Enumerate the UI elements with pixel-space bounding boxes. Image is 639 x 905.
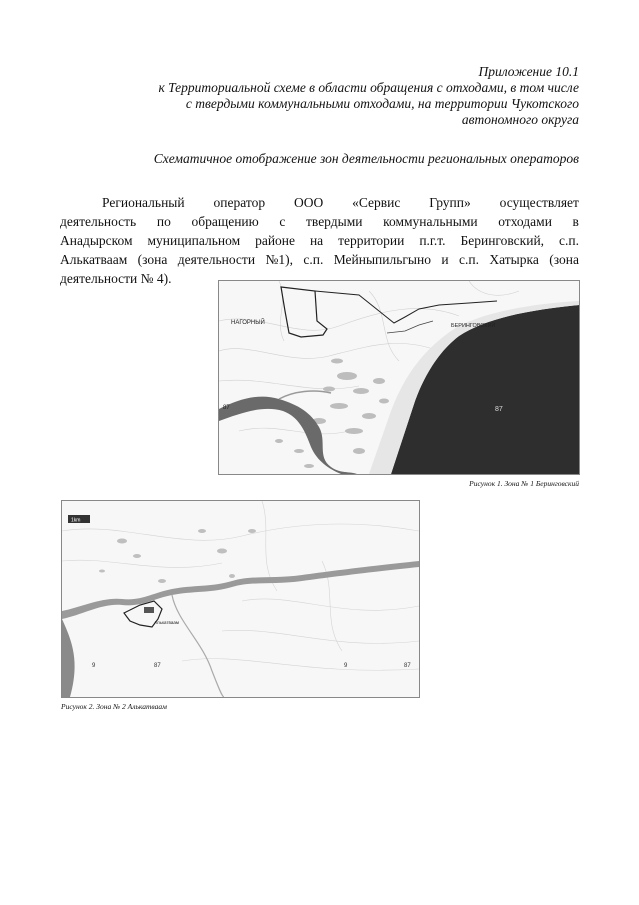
word: в: [572, 214, 579, 229]
word: Групп»: [429, 195, 471, 210]
word: и: [441, 252, 449, 267]
word: деятельность: [60, 214, 137, 229]
map-label-code-center: 87: [154, 663, 161, 669]
paragraph-line-3: [60, 231, 579, 250]
word: на: [309, 233, 324, 248]
map-label-village: Алькатваам: [154, 620, 179, 625]
map-beringovsky-canvas: [219, 281, 579, 474]
map-label-code-left: 9: [92, 663, 96, 669]
appendix-title-line-1: к Территориальной схеме в области обращения с отходами, в том числе: [158, 80, 579, 95]
map-label-beringovsky: БЕРИНГОВСКИЙ: [451, 323, 496, 329]
figure-2-caption: Рисунок 2. Зона № 2 Алькатваам: [61, 702, 167, 711]
word: Беринговский,: [460, 233, 545, 248]
word: с.п.: [459, 252, 479, 267]
word: деятельности: [177, 252, 256, 267]
paragraph-line-4: [60, 250, 579, 269]
village-block: [144, 607, 154, 613]
map-alkatvaam: [61, 500, 420, 698]
word: Алькатваам: [60, 252, 128, 267]
word: с.п.: [303, 252, 324, 267]
word: муниципальном: [147, 233, 241, 248]
section-subtitle: Схематичное отображение зон деятельности региональных операторов: [153, 151, 579, 166]
map-label-code-right: 87: [404, 663, 411, 669]
word: коммунальными: [383, 214, 478, 229]
appendix-title-line-2: с твердыми коммунальными отходами, на территории Чукотского: [185, 96, 579, 111]
word: районе: [255, 233, 296, 248]
map-label-sea-code: 87: [495, 406, 503, 413]
word: Мейныпильгыно: [333, 252, 431, 267]
word: п.г.т.: [419, 233, 446, 248]
body-paragraph: [60, 193, 579, 288]
map-beringovsky: [218, 280, 580, 475]
word: (зона: [137, 252, 168, 267]
word: Анадырском: [60, 233, 133, 248]
map-label-code-mid: 9: [344, 663, 348, 669]
word: №1),: [265, 252, 293, 267]
word: оператор: [213, 195, 266, 210]
word: осуществляет: [499, 195, 579, 210]
word: территории: [338, 233, 405, 248]
word: по: [156, 214, 171, 229]
word: (зона: [549, 252, 579, 267]
map-label-left-code: 87: [223, 405, 230, 411]
paragraph-line-2: [60, 212, 579, 231]
scale-label: 1km: [71, 517, 81, 524]
word: ООО: [293, 195, 324, 210]
word: деятельности № 4).: [60, 271, 172, 286]
word: с: [279, 214, 286, 229]
appendix-title-line-3: автономного округа: [461, 112, 579, 127]
map-label-nagorny: НАГОРНЫЙ: [231, 320, 265, 326]
word: Региональный: [102, 195, 185, 210]
appendix-header: [59, 64, 579, 128]
figure-1-caption: Рисунок 1. Зона № 1 Беринговский: [469, 479, 579, 488]
paragraph-line-1: [60, 193, 579, 212]
word: с.п.: [558, 233, 579, 248]
appendix-number: Приложение 10.1: [478, 64, 579, 79]
word: Хатырка: [489, 252, 539, 267]
word: отходами: [498, 214, 552, 229]
word: обращению: [191, 214, 259, 229]
map-alkatvaam-canvas: [62, 501, 419, 697]
word: «Сервис: [352, 195, 401, 210]
word: твердыми: [306, 214, 363, 229]
